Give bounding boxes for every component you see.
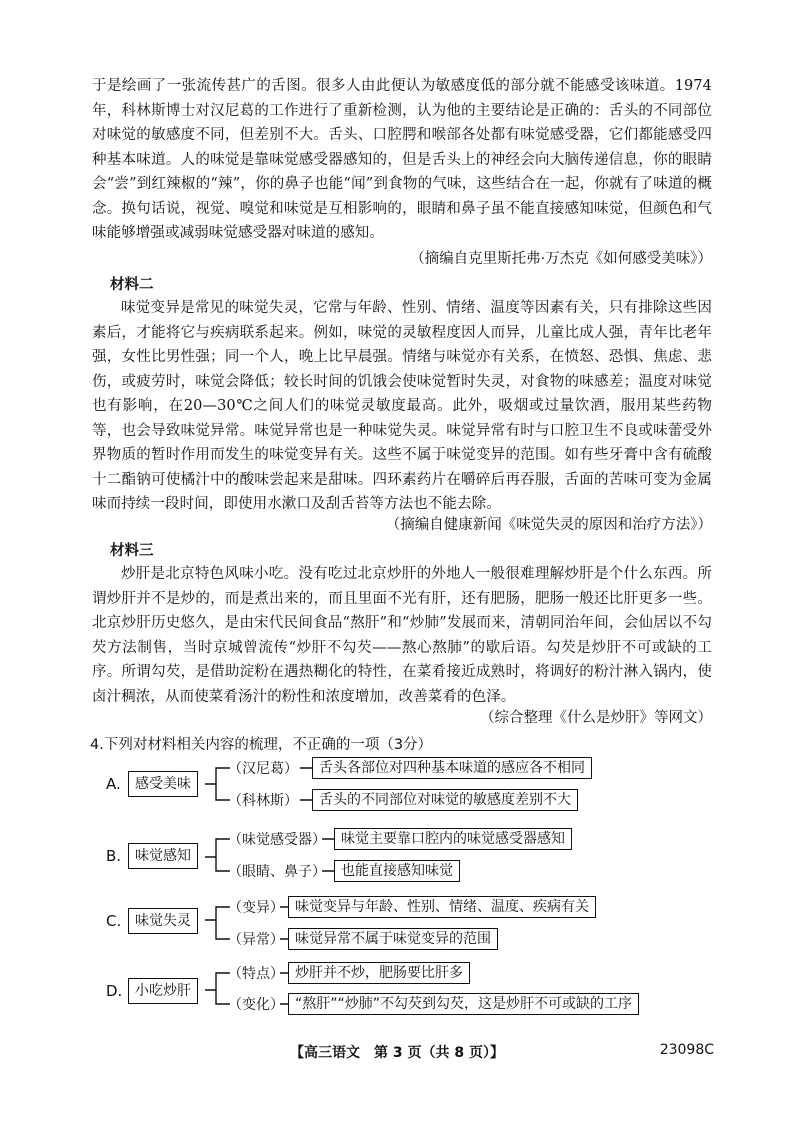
exam-code: 23098C [659, 1042, 714, 1058]
option-a-branch2-text: 舌头的不同部位对味觉的敏感度差别不大 [312, 789, 578, 811]
material1-tail: 于是绘画了一张流传甚广的舌图。很多人由此便认为敏感度低的部分就不能感受该味道。1974年，科林斯博士对汉尼葛的工作进行了重新检测，认为他的主要结论是正确的：舌头的不同部位对味觉的敏感度不同，但差别不大。舌头、口腔腭和喉部各处都有味觉感受器，它们都能感受四种基本味道。人的味觉是靠味觉感受器感知的，但是舌头上的神经会向大脑传递信息，你的眼睛会“尝”到红辣椒的“辣”，你的鼻子也能“闻”到食物的气味，这些结合在一起，你就有了味道的概念。换句话说，视觉、嗅觉和味觉是互相影响的，眼睛和鼻子虽不能直接感知味觉，但颜色和气味能够增强或减弱味觉感受器对味道的感知。 [92, 78, 712, 241]
option-c-branch2-text: 味觉异常不属于味觉变异的范围 [288, 928, 498, 950]
option-c-branch1-text: 味觉变异与年龄、性别、情绪、温度、疾病有关 [288, 896, 596, 918]
source-3: （综合整理《什么是炒肝》等网文） [480, 710, 712, 726]
option-b-branch1-text: 味觉主要靠口腔内的味觉感受器感知 [334, 828, 572, 850]
option-d-topic: 小吃炒肝 [128, 978, 198, 1004]
option-b-branch2-text: 也能直接感知味觉 [334, 860, 460, 882]
material2-text: 味觉变异是常见的味觉失灵，它常与年龄、性别、情绪、温度等因素有关，只有排除这些因素后，才能将它与疾病联系起来。例如，味觉的灵敏程度因人而异，儿童比成人强，青年比老年强，女性比男性强；同一个人，晚上比早晨强。情绪与味觉亦有关系，在愤怒、恐惧、焦虑、悲伤，或疲劳时，味觉会降低；较长时间的饥饿会使味觉暂时失灵，对食物的味感差；温度对味觉也有影响，在20—30℃之间人们的味觉灵敏度最高。此外，吸烟或过量饮酒，服用某些药物等，也会导致味觉异常。味觉异常也是一种味觉失灵。味觉异常有时与口腔卫生不良或味蕾受外界物质的暂时作用而发生的味觉变异有关。这些不属于味觉变异的范围。如有些牙膏中含有硫酸十二酯钠可使橘汁中的酸味尝起来是甜味。四环素药片在嚼碎后再吞服，舌面的苦味可变为金属味而持续一段时间，即使用水漱口及刮舌苔等方法也不能去除。 [92, 300, 712, 512]
option-c-branch1-label: （变异） [228, 900, 284, 916]
material3-text: 炒肝是北京特色风味小吃。没有吃过北京炒肝的外地人一般很难理解炒肝是个什么东西。所谓炒肝并不是炒的，而是煮出来的，而且里面不光有肝，还有肥肠，肥肠一般还比肝更多一些。北京炒肝历史悠久，是由宋代民间食品“熬肝”和“炒肺”发展而来，清朝同治年间，会仙居以不勾芡方法制售，当时京城曾流传“炒肝不勾芡——熬心熬肺”的歇后语。勾芡是炒肝不可或缺的工序。所谓勾芡，是借助淀粉在遇热糊化的特性，在菜肴接近成熟时，将调好的粉汁淋入锅内，使卤汁稠浓，从而使菜肴汤汁的粉性和浓度增加，改善菜肴的色泽。 [92, 566, 712, 705]
option-c-letter: C. [106, 912, 122, 930]
option-a-branch1-label: （汉尼葛） [228, 761, 298, 777]
option-b-branch1-label: （味觉感受器） [228, 832, 326, 848]
option-d-branch2-label: （变化） [228, 997, 284, 1013]
option-c-branch2-label: （异常） [228, 932, 284, 948]
option-a-letter: A. [106, 775, 121, 793]
option-d-letter: D. [106, 982, 123, 1000]
option-a-topic: 感受美味 [128, 771, 198, 797]
option-a-branch2-label: （科林斯） [228, 793, 298, 809]
option-b-letter: B. [106, 847, 122, 865]
option-d-branch1-text: 炒肝并不炒，肥肠要比肝多 [288, 962, 470, 984]
heading-material-2: 材料二 [110, 277, 154, 293]
source-2: （摘编自健康新闻《味觉失灵的原因和治疗方法》） [385, 517, 712, 533]
question-4: 4.下列对材料相关内容的梳理，不正确的一项（3分） [90, 737, 433, 753]
option-a-branch1-text: 舌头各部位对四种基本味道的感应各不相同 [312, 757, 592, 779]
option-b-branch2-label: （眼睛、鼻子） [228, 864, 326, 880]
option-d-branch2-text: “熬肝”“炒肺”不勾芡到勾芡，这是炒肝不可或缺的工序 [288, 993, 639, 1015]
page-footer: 【高三语文 第 3 页（共 8 页）】 [290, 1045, 504, 1061]
option-b-topic: 味觉感知 [128, 843, 198, 869]
heading-material-3: 材料三 [110, 543, 154, 559]
option-d-branch1-label: （特点） [228, 966, 284, 982]
option-c-topic: 味觉失灵 [128, 908, 198, 934]
source-1: （摘编自克里斯托弗·万杰克《如何感受美味》） [410, 251, 712, 267]
